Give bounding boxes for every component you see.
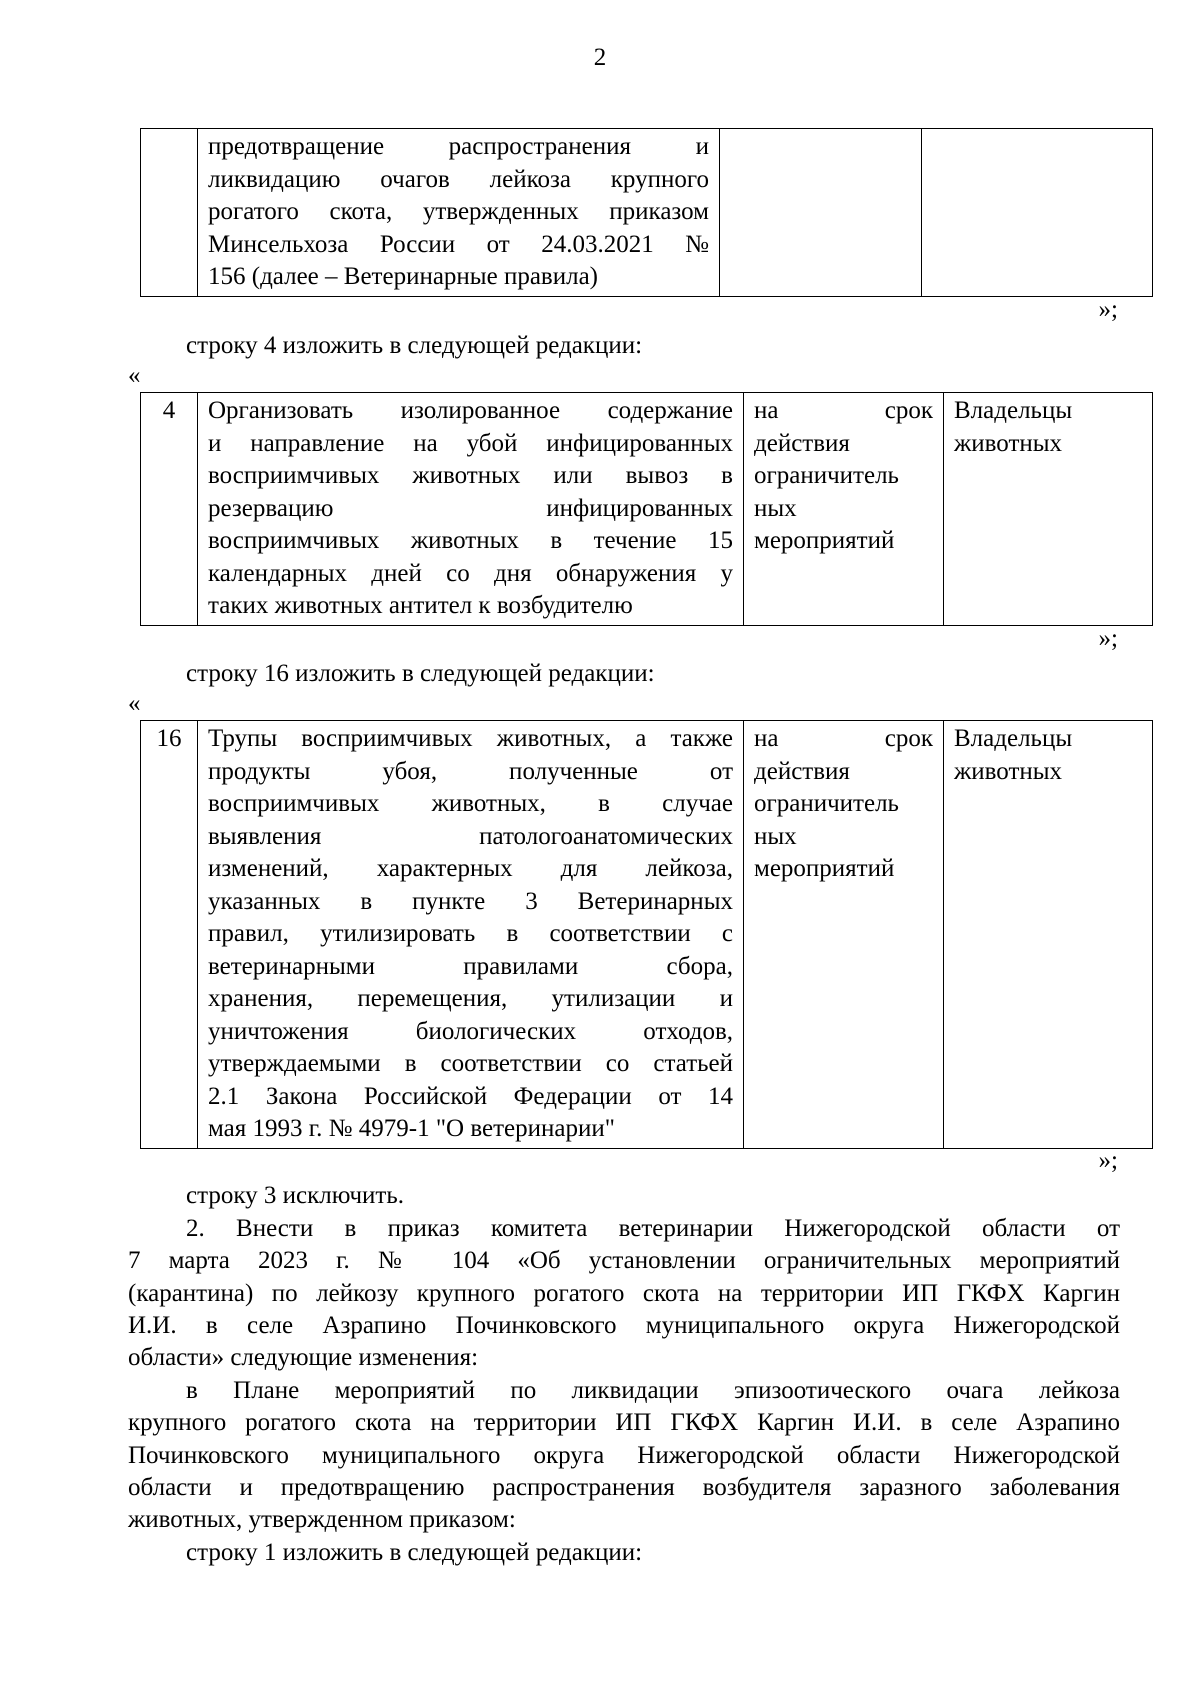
instruction-row16: строку 16 изложить в следующей редакции: bbox=[186, 660, 655, 687]
text-line: ветеринарными правилами сбора, bbox=[208, 952, 733, 980]
text-line: рогатого скота, утвержденных приказом bbox=[208, 198, 709, 225]
text-line: календарных дней со дня обнаружения у bbox=[208, 559, 733, 587]
text-line: 2.1 Закона Российской Федерации от 14 bbox=[208, 1082, 733, 1110]
text-line: предотвращение распространения и bbox=[208, 133, 709, 160]
text-line: таких животных антител к возбудителю bbox=[208, 592, 633, 619]
text-line: изменений, характерных для лейкоза, bbox=[208, 855, 733, 882]
table-cell-responsible bbox=[922, 129, 1153, 297]
text-line: (карантина) по лейкозу крупного рогатого скота на территории ИП ГКФХ Каргин bbox=[128, 1279, 1120, 1307]
text-line: и направление на убой инфицированных bbox=[208, 429, 733, 457]
table-cell-term bbox=[744, 393, 944, 626]
instruction-row3: строку 3 исключить. bbox=[186, 1182, 404, 1209]
text-line: восприимчивых животных или вывоз в bbox=[208, 462, 733, 489]
text-line: на срок bbox=[754, 397, 933, 424]
text-line: действия bbox=[754, 429, 850, 457]
text-line: в Плане мероприятий по ликвидации эпизоотического очага лейкоза bbox=[186, 1377, 1120, 1404]
text-line: правил, утилизировать в соответствии с bbox=[208, 920, 733, 947]
closing-quote: »; bbox=[1098, 625, 1118, 652]
table-cell-text bbox=[198, 721, 744, 1149]
table-row bbox=[141, 721, 1153, 1149]
text-line: ограничитель bbox=[754, 790, 899, 817]
text-line: Трупы восприимчивых животных, а также bbox=[208, 725, 733, 752]
table-continuation bbox=[140, 128, 1153, 297]
text-line: мероприятий bbox=[754, 527, 895, 554]
instruction-row1: строку 1 изложить в следующей редакции: bbox=[186, 1539, 643, 1566]
text-line: указанных в пункте 3 Ветеринарных bbox=[208, 887, 733, 915]
table-cell-text bbox=[198, 129, 720, 297]
text-line: области и предотвращению распространения возбудителя заразного заболевания bbox=[128, 1473, 1120, 1501]
table-cell-num bbox=[141, 129, 198, 297]
text-line: на срок bbox=[754, 725, 933, 752]
text-line: Починковского муниципального округа Нижегородской области Нижегородской bbox=[128, 1441, 1120, 1469]
text-line: мероприятий bbox=[754, 855, 895, 882]
table-row bbox=[141, 393, 1153, 626]
page-number: 2 bbox=[593, 44, 607, 71]
text-line: Владельцы bbox=[954, 397, 1073, 424]
text-line: восприимчивых животных, в случае bbox=[208, 790, 733, 817]
table-row16 bbox=[140, 720, 1153, 1149]
text-line: Минсельхоза России от 24.03.2021 № bbox=[208, 230, 709, 258]
text-line: животных bbox=[954, 757, 1063, 785]
text-line: выявления патологоанатомических bbox=[208, 822, 733, 850]
text-line: продукты убоя, полученные от bbox=[208, 757, 733, 785]
table-cell-responsible bbox=[944, 393, 1153, 626]
text-line: животных bbox=[954, 429, 1063, 457]
table-row bbox=[141, 129, 1153, 297]
text-line: 2. Внести в приказ комитета ветеринарии Нижегородской области от bbox=[186, 1215, 1120, 1242]
table-cell-num: 4 bbox=[141, 393, 198, 626]
text-line: уничтожения биологических отходов, bbox=[208, 1017, 733, 1045]
text-line: утверждаемыми в соответствии со статьей bbox=[208, 1050, 733, 1077]
text-line: области» следующие изменения: bbox=[128, 1344, 479, 1372]
text-line: мая 1993 г. № 4979-1 "О ветеринарии" bbox=[208, 1115, 615, 1142]
text-line: 7 марта 2023 г. № 104 «Об установлении ограничительных мероприятий bbox=[128, 1247, 1120, 1275]
table-cell-term bbox=[720, 129, 922, 297]
text-line: И.И. в селе Азрапино Починковского муниципального округа Нижегородской bbox=[128, 1311, 1120, 1339]
table-cell-text bbox=[198, 393, 744, 626]
closing-quote: »; bbox=[1098, 1147, 1118, 1174]
text-line: Организовать изолированное содержание bbox=[208, 397, 733, 424]
opening-quote: « bbox=[128, 690, 141, 717]
table-cell-term bbox=[744, 721, 944, 1149]
text-line: крупного рогатого скота на территории ИП ГКФХ Каргин И.И. в селе Азрапино bbox=[128, 1409, 1120, 1437]
paragraph-2 bbox=[128, 1213, 1120, 1374]
table-cell-responsible bbox=[944, 721, 1153, 1149]
text-line: Владельцы bbox=[954, 725, 1073, 752]
closing-quote: »; bbox=[1098, 296, 1118, 323]
text-line: восприимчивых животных в течение 15 bbox=[208, 527, 733, 554]
text-line: ограничитель bbox=[754, 462, 899, 489]
text-line: животных, утвержденном приказом: bbox=[128, 1506, 516, 1534]
opening-quote: « bbox=[128, 362, 141, 389]
instruction-row4: строку 4 изложить в следующей редакции: bbox=[186, 332, 643, 359]
text-line: ликвидацию очагов лейкоза крупного bbox=[208, 165, 709, 193]
text-line: ных bbox=[754, 494, 797, 522]
paragraph-3 bbox=[128, 1375, 1120, 1536]
text-line: действия bbox=[754, 757, 850, 785]
table-cell-num: 16 bbox=[141, 721, 198, 1149]
text-line: резервацию инфицированных bbox=[208, 494, 733, 522]
text-line: хранения, перемещения, утилизации и bbox=[208, 985, 733, 1012]
table-row4 bbox=[140, 392, 1153, 626]
text-line: ных bbox=[754, 822, 797, 850]
text-line: 156 (далее – Ветеринарные правила) bbox=[208, 263, 599, 290]
